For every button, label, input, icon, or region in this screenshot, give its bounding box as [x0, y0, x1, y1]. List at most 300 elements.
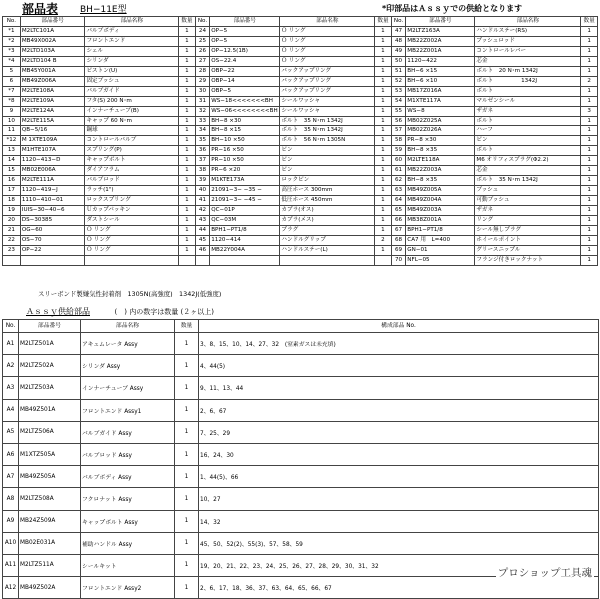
parts-header-cell: No. [195, 17, 209, 27]
table-cell: Ｕカップパッキン [85, 206, 179, 216]
table-cell: 54 [391, 96, 405, 106]
table-cell: ハンドルステー(L) [280, 245, 375, 255]
table-cell: IUIS−30−40−6 [20, 206, 85, 216]
table-cell: シリンダ Assy [81, 355, 175, 377]
table-row [3, 126, 598, 136]
table-cell: PR−6 ×20 [210, 166, 280, 176]
table-cell: ピストン(U) [85, 66, 179, 76]
table-cell: M2LTZ163A [406, 26, 475, 36]
parts-header-cell: 部品番号 [210, 17, 280, 27]
assy-header-cell: 部品番号 [19, 320, 81, 333]
table-cell: 1 [581, 216, 598, 226]
table-row [3, 510, 599, 532]
table-cell: 11 [3, 126, 21, 136]
table-cell: 1 [375, 156, 392, 166]
table-cell [179, 255, 196, 265]
table-cell: 1 [581, 245, 598, 255]
table-cell: バルブガイド Assy [81, 421, 175, 443]
table-cell: フロントエンド [85, 36, 179, 46]
table-cell: A5 [3, 421, 19, 443]
table-cell: 68 [391, 235, 405, 245]
table-cell: 21 [3, 226, 21, 236]
table-cell: 1 [179, 146, 196, 156]
table-row [3, 226, 598, 236]
table-cell: OBP−14 [210, 76, 280, 86]
table-cell: OP−22 [20, 245, 85, 255]
table-cell: 19、20、21、22、23、24、25、26、27、28、29、30、31、32 [199, 554, 599, 576]
table-cell: グリースニップル [475, 245, 581, 255]
table-cell: 17 [3, 186, 21, 196]
table-cell: 1 [179, 126, 196, 136]
table-cell: A8 [3, 488, 19, 510]
table-cell: 1 [175, 554, 199, 576]
table-cell: 40 [195, 186, 209, 196]
table-cell: BH−8 ×30 [210, 116, 280, 126]
table-cell: 1 [179, 196, 196, 206]
table-cell: ボルト 35 N･m 1342J [280, 126, 375, 136]
table-cell: ボルト [475, 86, 581, 96]
table-cell: 1120−413−D [20, 156, 85, 166]
table-cell: 1 [581, 255, 598, 265]
parts-header-row [3, 17, 598, 27]
table-cell: M2LTE124A [20, 106, 85, 116]
table-cell: 1 [375, 86, 392, 96]
table-cell: ホイールポイント [475, 235, 581, 245]
table-row [3, 56, 598, 66]
table-cell: BH−10 ×50 [210, 136, 280, 146]
table-cell: ピン [280, 166, 375, 176]
table-cell: 1 [375, 226, 392, 236]
table-cell: MB49Z004A [406, 196, 475, 206]
table-cell: 53 [391, 86, 405, 96]
table-cell: WS−18<<<<<<<BH [210, 96, 280, 106]
table-cell: シェル [85, 46, 179, 56]
table-cell: キャップボルト [85, 156, 179, 166]
table-cell: 1 [175, 532, 199, 554]
table-cell: 1 [179, 166, 196, 176]
assy-table [2, 319, 599, 599]
table-cell: A11 [3, 554, 19, 576]
table-row [3, 96, 598, 106]
table-row [3, 76, 598, 86]
table-cell: ボルト 1342J [475, 76, 581, 86]
table-cell: OS−70 [20, 235, 85, 245]
table-cell: *8 [3, 96, 21, 106]
table-cell: OS−22.4 [210, 56, 280, 66]
table-cell: MB49Z005A [406, 186, 475, 196]
table-cell: 59 [391, 146, 405, 156]
table-cell: ピン [280, 156, 375, 166]
table-cell: WS−06<<<<<<<<BH [210, 106, 280, 116]
table-cell: カプラ(メス) [280, 216, 375, 226]
table-cell: 3 [581, 106, 598, 116]
watermark: プロショップ工具魂 [497, 567, 592, 579]
table-cell: インナーチューブ Assy [81, 377, 175, 399]
table-cell: M2LTZ503A [19, 377, 81, 399]
assy-header-cell: 構成部品 No. [199, 320, 599, 333]
assy-section-title [26, 306, 214, 317]
table-cell: 1 [581, 186, 598, 196]
table-cell: バルブロッド [85, 176, 179, 186]
table-cell: ピン [475, 136, 581, 146]
table-cell: スプリング(P) [85, 146, 179, 156]
table-cell: 45、50、52(2)、55(3)、57、58、59 [199, 532, 599, 554]
table-cell: カプラ(オス) [280, 206, 375, 216]
table-cell: A10 [3, 532, 19, 554]
assy-title: Ａｓｓｙ供給部品 [26, 307, 90, 316]
table-cell: 1 [581, 26, 598, 36]
table-row [3, 186, 598, 196]
table-cell: 1 [581, 116, 598, 126]
table-cell: MB49Z003A [406, 206, 475, 216]
table-cell: シールワッシャ [280, 96, 375, 106]
table-cell: PR−8 ×30 [406, 136, 475, 146]
table-cell: ダストシール [85, 216, 179, 226]
table-cell: ザガネ [475, 106, 581, 116]
table-row [3, 245, 598, 255]
page-header [0, 0, 600, 16]
table-cell: バックアップリング [280, 76, 375, 86]
table-cell: MB22Z003A [406, 166, 475, 176]
table-cell: 25 [195, 36, 209, 46]
table-cell: A3 [3, 377, 19, 399]
table-row [3, 36, 598, 46]
table-cell: 1 [179, 226, 196, 236]
table-cell: 高圧ホース 300mm [280, 186, 375, 196]
table-cell: フロントエンド Assy1 [81, 399, 175, 421]
table-cell: 43 [195, 216, 209, 226]
table-row [3, 176, 598, 186]
table-cell: 4、44(5) [199, 355, 599, 377]
table-cell: 1 [179, 176, 196, 186]
table-cell: ハンドルグリップ [280, 235, 375, 245]
table-cell: MB49Z502A [19, 577, 81, 599]
table-cell: A4 [3, 399, 19, 421]
table-row [3, 86, 598, 96]
table-cell: NFL−05 [406, 255, 475, 265]
table-cell: 44 [195, 226, 209, 236]
table-row [3, 66, 598, 76]
table-cell: 65 [391, 206, 405, 216]
table-cell: ボルト 56 N･m 1305N [280, 136, 375, 146]
table-cell: 10 [3, 116, 21, 126]
table-row [3, 156, 598, 166]
table-cell: 1 [375, 76, 392, 86]
table-cell: 1120−414 [210, 235, 280, 245]
table-cell: 1 [179, 96, 196, 106]
table-cell: M2LTE111A [20, 176, 85, 186]
table-cell: 1 [175, 421, 199, 443]
table-cell: フタ(S) 200 N･m [85, 96, 179, 106]
table-cell: *7 [3, 86, 21, 96]
parts-header-cell: 数量 [375, 17, 392, 27]
table-cell: 36 [195, 146, 209, 156]
table-cell: MB02Z026A [406, 126, 475, 136]
table-cell: 1 [375, 186, 392, 196]
table-cell: 1 [179, 86, 196, 96]
table-row [3, 399, 599, 421]
table-cell: *12 [3, 136, 21, 146]
table-cell: 3、8、15、10、14、27、32 (窒素ガスは未充填) [199, 333, 599, 355]
table-cell: 1 [581, 176, 598, 186]
table-cell: 7、25、29 [199, 421, 599, 443]
table-row [3, 106, 598, 116]
table-cell: BH−6 ×15 [406, 66, 475, 76]
table-cell: 21091−3− −35 − [210, 186, 280, 196]
assy-note: *印部品はＡｓｓｙでの供給となります [382, 4, 523, 13]
table-cell: 13 [3, 146, 21, 156]
table-cell: 1 [375, 106, 392, 116]
table-cell: Ｏ リング [85, 226, 179, 236]
table-cell: 低圧ホース 450mm [280, 196, 375, 206]
table-cell: コントロールレバー [475, 46, 581, 56]
table-row [3, 377, 599, 399]
table-cell: M2LTE118A [406, 156, 475, 166]
table-cell: ボルト 20 N･m 1342J [475, 66, 581, 76]
sealant-note: スリーボンド製嫌気性封着剤 1305N(高強度) 1342J(低強度) [38, 290, 222, 298]
table-cell: 1 [581, 126, 598, 136]
table-cell: *3 [3, 46, 21, 56]
table-cell: 67 [391, 226, 405, 236]
table-row [3, 136, 598, 146]
table-cell: Ｏ リング [85, 235, 179, 245]
table-cell: 1 [375, 36, 392, 46]
table-cell: *1 [3, 26, 21, 36]
assy-header-row [3, 320, 599, 333]
table-cell: M2LTC101A [20, 26, 85, 36]
table-cell: 1 [581, 86, 598, 96]
table-cell: 1 [375, 206, 392, 216]
table-cell: マルゼンシール [475, 96, 581, 106]
table-cell: CA7 用 L=400 [406, 235, 475, 245]
table-cell: 1 [179, 136, 196, 146]
table-cell: ボルト [475, 116, 581, 126]
table-cell: 1 [375, 56, 392, 66]
table-cell: MB22Z001A [406, 46, 475, 56]
table-cell: 1 [375, 136, 392, 146]
table-cell: MB45Y001A [20, 66, 85, 76]
table-cell: 16、24、30 [199, 443, 599, 465]
table-row [3, 196, 598, 206]
table-cell: ボルト 35 N･m 1342J [475, 176, 581, 186]
table-cell: 1 [581, 36, 598, 46]
table-cell: A7 [3, 466, 19, 488]
table-cell [375, 255, 392, 265]
table-cell: ボルト [475, 146, 581, 156]
table-cell: M6 オリフィスプラグ(Φ2.2) [475, 156, 581, 166]
table-cell: 29 [195, 76, 209, 86]
table-cell: 2、6、17、18、36、37、63、64、65、66、67 [199, 577, 599, 599]
table-cell [20, 255, 85, 265]
table-cell: 1 [581, 136, 598, 146]
table-cell: 1 [179, 216, 196, 226]
table-cell: QC−03M [210, 216, 280, 226]
table-cell: M2LTD104 B [20, 56, 85, 66]
parts-header-cell: 部品番号 [20, 17, 85, 27]
table-cell: 1 [375, 26, 392, 36]
table-cell: MB22Z002A [406, 36, 475, 46]
table-cell: 1 [581, 96, 598, 106]
table-cell: 10、27 [199, 488, 599, 510]
table-cell: 9 [3, 106, 21, 116]
table-cell: BH−8 ×35 [406, 146, 475, 156]
table-cell: Ｏ リング [85, 245, 179, 255]
table-cell: 22 [3, 235, 21, 245]
table-cell: ロックスプリング [85, 196, 179, 206]
table-row [3, 255, 598, 265]
table-cell [3, 255, 21, 265]
table-cell: 1120−422 [406, 56, 475, 66]
table-cell: 1 [375, 116, 392, 126]
table-cell: 1 [581, 146, 598, 156]
table-cell: 1 [179, 76, 196, 86]
table-cell: Ｏ リング [280, 46, 375, 56]
table-cell: MB49Z501A [19, 399, 81, 421]
table-cell: 1 [175, 443, 199, 465]
table-cell: 1 [179, 106, 196, 116]
table-cell: 14 [3, 156, 21, 166]
table-cell: Ｏ リング [280, 26, 375, 36]
table-cell: 45 [195, 235, 209, 245]
table-cell: 49 [391, 46, 405, 56]
table-cell: M1XTZ505A [19, 443, 81, 465]
table-cell: 1 [375, 166, 392, 176]
table-cell: 21091−3− −45 − [210, 196, 280, 206]
table-cell: A9 [3, 510, 19, 532]
table-cell: DS−30385 [20, 216, 85, 226]
table-cell: 55 [391, 106, 405, 116]
table-cell: 1 [581, 156, 598, 166]
table-cell: M1XTE117A [406, 96, 475, 106]
table-row [3, 532, 599, 554]
table-row [3, 46, 598, 56]
table-cell: 1 [179, 206, 196, 216]
parts-header-cell: 部品名称 [280, 17, 375, 27]
table-cell: 1 [581, 196, 598, 206]
table-cell: ザガネ [475, 206, 581, 216]
table-cell: インナーチューブ(B) [85, 106, 179, 116]
table-cell: M2LTZ506A [19, 421, 81, 443]
parts-header-cell: 部品番号 [406, 17, 475, 27]
table-cell: MB49Z505A [19, 466, 81, 488]
table-cell: 2 [581, 76, 598, 86]
table-cell: 1 [179, 46, 196, 56]
table-cell: A6 [3, 443, 19, 465]
table-cell: 63 [391, 186, 405, 196]
table-cell: 芯金 [475, 166, 581, 176]
table-cell: 20 [3, 216, 21, 226]
table-cell: 1 [179, 26, 196, 36]
table-cell: BH−8 ×35 [406, 176, 475, 186]
table-cell: 60 [391, 156, 405, 166]
table-cell: 1 [375, 66, 392, 76]
table-cell: WS−8 [406, 106, 475, 116]
table-cell: 可動ブッシュ [475, 196, 581, 206]
parts-header-cell: 部品名称 [475, 17, 581, 27]
table-cell: MB38Z001A [406, 216, 475, 226]
table-cell: 27 [195, 56, 209, 66]
table-cell: 1 [581, 235, 598, 245]
table-row [3, 26, 598, 36]
table-row [3, 466, 599, 488]
parts-header-cell: 数量 [581, 17, 598, 27]
table-cell: 1 [375, 146, 392, 156]
table-cell: M2LTD103A [20, 46, 85, 56]
table-cell: 1 [175, 577, 199, 599]
table-cell: 50 [391, 56, 405, 66]
table-row [3, 421, 599, 443]
table-cell: M 1XTE109A [20, 136, 85, 146]
table-cell: M2LTE108A [20, 86, 85, 96]
table-cell: 1 [179, 245, 196, 255]
table-cell: *4 [3, 56, 21, 66]
table-cell [195, 255, 209, 265]
table-cell: ボルト 35 N･m 1342J [280, 116, 375, 126]
table-cell: MB22Y004A [210, 245, 280, 255]
table-cell: M2LTZ508A [19, 488, 81, 510]
table-cell: フランジ付きロックナット [475, 255, 581, 265]
table-row [3, 333, 599, 355]
table-cell: バルブガイド [85, 86, 179, 96]
table-cell: 69 [391, 245, 405, 255]
table-cell [280, 255, 375, 265]
table-cell: M2LTZ511A [19, 554, 81, 576]
table-cell: 57 [391, 126, 405, 136]
table-cell: 6 [3, 76, 21, 86]
table-cell: M2LTZ501A [19, 333, 81, 355]
table-cell: 1 [179, 186, 196, 196]
table-cell: プラグ [280, 226, 375, 236]
table-cell: 51 [391, 66, 405, 76]
table-cell: 58 [391, 136, 405, 146]
table-cell: Ｏ リング [280, 36, 375, 46]
table-cell: シリンダ [85, 56, 179, 66]
table-cell: 39 [195, 176, 209, 186]
table-cell: 42 [195, 206, 209, 216]
table-cell: 64 [391, 196, 405, 206]
table-cell: 34 [195, 126, 209, 136]
table-cell: A12 [3, 577, 19, 599]
table-cell: ブッシュ [475, 186, 581, 196]
table-cell: 70 [391, 255, 405, 265]
table-cell: 38 [195, 166, 209, 176]
table-cell: 56 [391, 116, 405, 126]
table-cell: M1HTE107A [20, 146, 85, 156]
table-cell: A1 [3, 333, 19, 355]
table-cell: コントロールバルブ [85, 136, 179, 146]
table-cell: MB49Z006A [20, 76, 85, 86]
table-cell: M2LTE109A [20, 96, 85, 106]
assy-header-cell: 数量 [175, 320, 199, 333]
table-cell: 1 [175, 333, 199, 355]
table-cell: BPH1−PT1/8 [210, 226, 280, 236]
table-cell: *2 [3, 36, 21, 46]
table-cell: 1 [375, 196, 392, 206]
table-cell: GN−01 [406, 245, 475, 255]
table-cell: バックアップリング [280, 66, 375, 76]
table-cell: MB24Z509A [19, 510, 81, 532]
table-cell: ダイアフラム [85, 166, 179, 176]
table-cell: 1、44(5)、66 [199, 466, 599, 488]
table-cell: 1 [581, 226, 598, 236]
table-cell: 鋼球 [85, 126, 179, 136]
table-cell: 31 [195, 96, 209, 106]
table-cell: 2、6、67 [199, 399, 599, 421]
table-row [3, 166, 598, 176]
table-cell: 30 [195, 86, 209, 96]
table-cell [85, 255, 179, 265]
table-cell: MB17Z016A [406, 86, 475, 96]
